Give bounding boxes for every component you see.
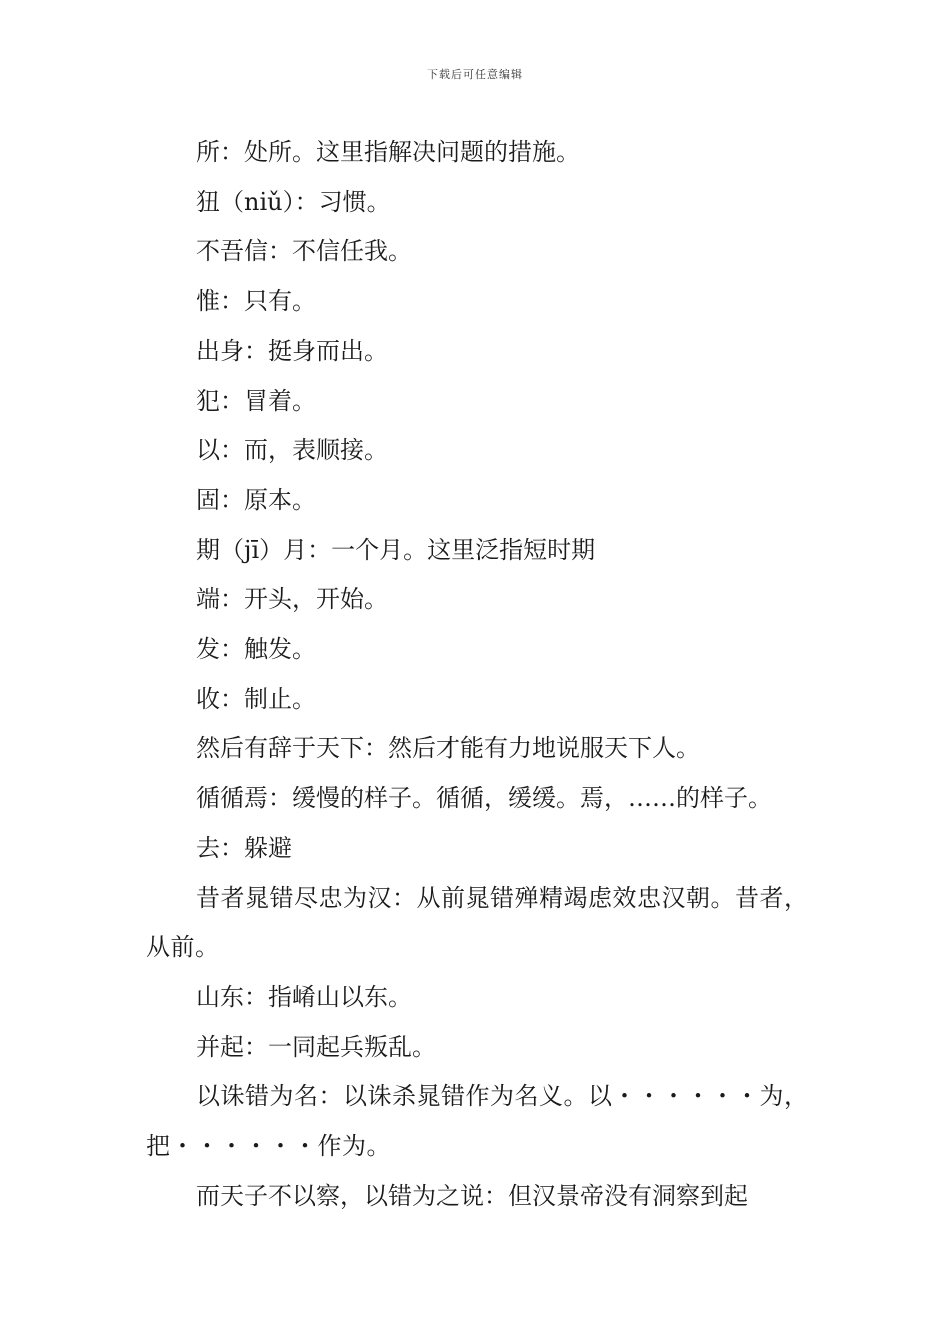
paragraph: 循循焉：缓慢的样子。循循，缓缓。焉，……的样子。 (196, 784, 772, 813)
paragraph: 狃（niǔ）：习惯。 (196, 187, 391, 216)
paragraph: 山东：指崤山以东。 (196, 982, 412, 1011)
paragraph: 所：处所。这里指解决问题的措施。 (196, 138, 580, 166)
paragraph: 惟：只有。 (196, 287, 316, 316)
page-header: 下载后可任意编辑 (427, 68, 523, 81)
paragraph: 端：开头，开始。 (196, 585, 388, 614)
paragraph: 期（jī）月：一个月。这里泛指短时期 (196, 535, 596, 564)
paragraph: 然后有辞于天下：然后才能有力地说服天下人。 (196, 734, 700, 763)
paragraph: 收：制止。 (196, 684, 316, 713)
paragraph: 昔者晁错尽忠为汉：从前晁错殚精竭虑效忠汉朝。昔者，从前。 (146, 883, 809, 962)
paragraph: 固：原本。 (196, 485, 316, 514)
paragraph: 出身：挺身而出。 (196, 336, 388, 365)
paragraph: 并起：一同起兵叛乱。 (196, 1032, 436, 1061)
paragraph: 以诛错为名：以诛杀晁错作为名义。以・・・・・・为，把・・・・・・作为。 (146, 1082, 809, 1161)
paragraph: 犯：冒着。 (196, 386, 316, 415)
paragraph: 发：触发。 (196, 635, 316, 664)
paragraph: 而天子不以察，以错为之说：但汉景帝没有洞察到起 (196, 1181, 748, 1210)
document-body (146, 128, 816, 1221)
paragraph: 以：而，表顺接。 (196, 436, 388, 465)
paragraph: 去：躲避 (196, 833, 292, 862)
paragraph: 不吾信：不信任我。 (196, 237, 412, 266)
